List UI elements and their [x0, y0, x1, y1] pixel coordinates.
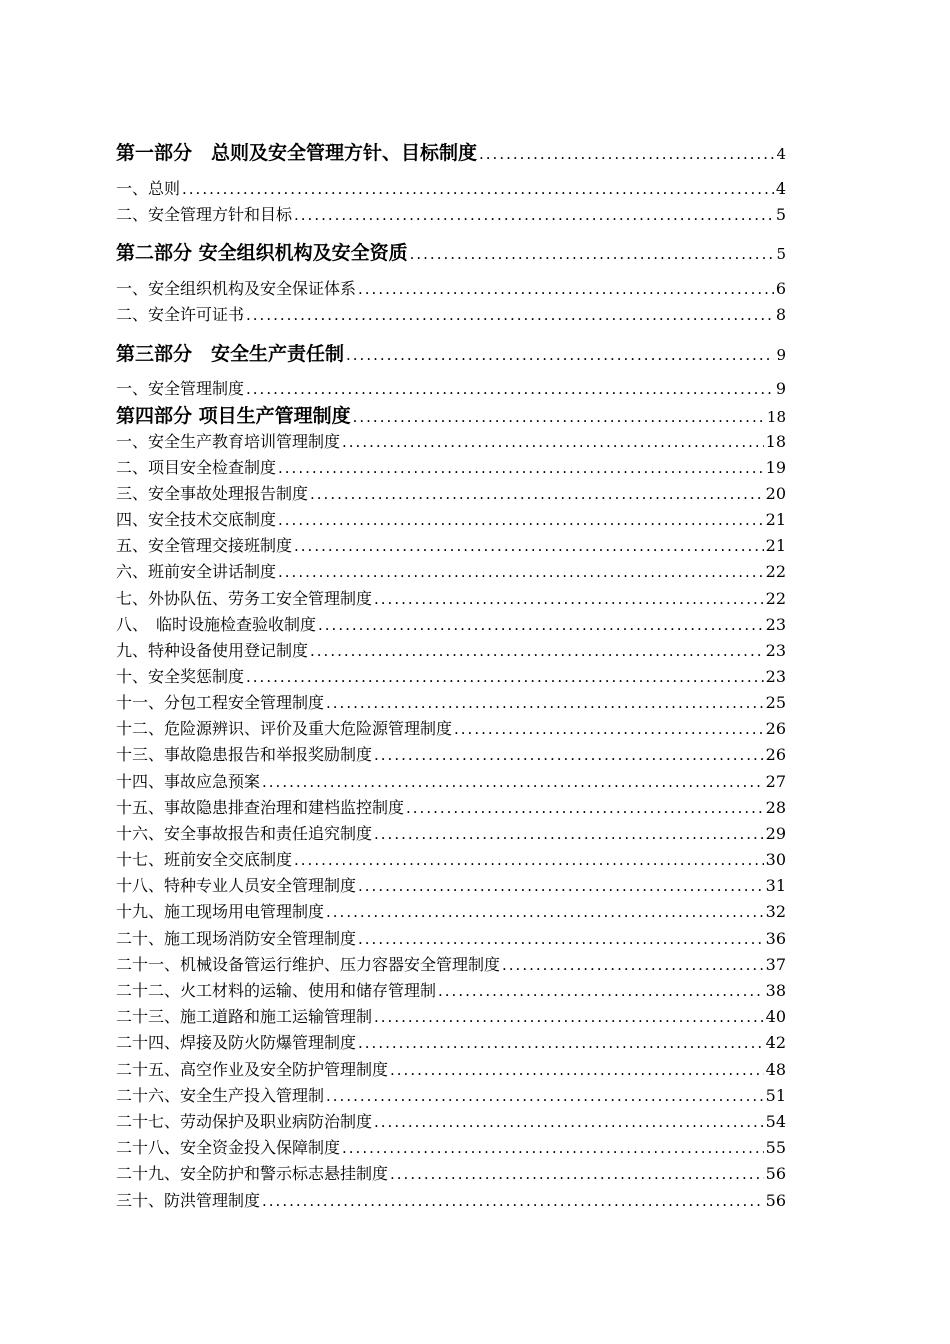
toc-page-number: 25: [765, 693, 786, 712]
toc-page-number: 4: [776, 145, 786, 163]
toc-entry-title: 二十六、安全生产投入管理制: [116, 1086, 325, 1105]
toc-leader-dots: [374, 746, 764, 764]
toc-leader-dots: [278, 511, 764, 529]
toc-page-number: 6: [775, 279, 786, 298]
toc-page-number: 20: [765, 484, 786, 503]
toc-entry[interactable]: [116, 1004, 786, 1026]
toc-entry[interactable]: [116, 302, 786, 324]
toc-part-heading[interactable]: [116, 138, 786, 164]
toc-leader-dots: [410, 245, 775, 263]
toc-leader-dots: [326, 694, 764, 712]
toc-entry[interactable]: [116, 978, 786, 1000]
toc-page-number: 9: [776, 346, 786, 364]
toc-leader-dots: [326, 1087, 764, 1105]
toc-part-heading[interactable]: [116, 401, 786, 427]
toc-page-number: 23: [765, 615, 786, 634]
toc-page-number: 29: [765, 824, 786, 843]
toc-entry[interactable]: [116, 455, 786, 477]
toc-entry-title: 三、安全事故处理报告制度: [116, 484, 309, 503]
toc-entry-title: 十九、施工现场用电管理制度: [116, 902, 325, 921]
toc-entry-title: 六、班前安全讲话制度: [116, 562, 277, 581]
toc-page-number: 56: [765, 1164, 786, 1183]
toc-entry[interactable]: [116, 1135, 786, 1157]
toc-page-number: 28: [765, 798, 786, 817]
toc-leader-dots: [262, 1192, 764, 1210]
toc-entry-title: 十三、事故隐患报告和举报奖励制度: [116, 745, 373, 764]
toc-page-number: 26: [765, 719, 786, 738]
toc-leader-dots: [502, 956, 764, 974]
toc-leader-dots: [374, 1113, 764, 1131]
toc-entry[interactable]: [116, 1161, 786, 1183]
toc-page-number: 5: [775, 205, 786, 224]
toc-leader-dots: [246, 668, 764, 686]
toc-leader-dots: [374, 1008, 764, 1026]
toc-leader-dots: [390, 1165, 764, 1183]
toc-entry-title: 十四、事故应急预案: [116, 772, 261, 791]
toc-part-heading[interactable]: [116, 238, 786, 264]
toc-entry[interactable]: [116, 742, 786, 764]
toc-page-number: 22: [765, 562, 786, 581]
toc-entry-title: 一、总则: [116, 179, 181, 198]
toc-leader-dots: [342, 1139, 764, 1157]
toc-page-number: 37: [765, 955, 786, 974]
toc-entry-title: 二十九、安全防护和警示标志悬挂制度: [116, 1164, 389, 1183]
toc-entry[interactable]: [116, 586, 786, 608]
toc-entry-title: 二、项目安全检查制度: [116, 458, 277, 477]
toc-entry[interactable]: [116, 507, 786, 529]
toc-page-number: 23: [765, 641, 786, 660]
toc-entry[interactable]: [116, 716, 786, 738]
toc-entry-title: 五、安全管理交接班制度: [116, 536, 293, 555]
toc-leader-dots: [318, 616, 764, 634]
toc-leader-dots: [479, 145, 774, 163]
toc-leader-dots: [374, 825, 764, 843]
toc-entry[interactable]: [116, 847, 786, 869]
toc-entry-title: 二十一、机械设备管运行维护、压力容器安全管理制度: [116, 955, 501, 974]
toc-page-number: 18: [766, 408, 786, 426]
toc-leader-dots: [182, 180, 774, 198]
toc-entry-title: 九、特种设备使用登记制度: [116, 641, 309, 660]
toc-entry-title: 十二、危险源辨识、评价及重大危险源管理制度: [116, 719, 453, 738]
toc-page-number: 36: [765, 929, 786, 948]
toc-leader-dots: [353, 408, 765, 426]
toc-page-number: 55: [765, 1138, 786, 1157]
toc-entry-title: 第三部分 安全生产责任制: [116, 343, 345, 365]
toc-entry-title: 十五、事故隐患排查治理和建档监控制度: [116, 798, 405, 817]
toc-page-number: 32: [765, 902, 786, 921]
toc-page-number: 51: [765, 1086, 786, 1105]
toc-entry[interactable]: [116, 533, 786, 555]
toc-leader-dots: [342, 433, 764, 451]
toc-entry-title: 第二部分 安全组织机构及安全资质: [116, 242, 408, 264]
toc-leader-dots: [326, 903, 764, 921]
toc-page-number: 23: [765, 667, 786, 686]
toc-entry[interactable]: [116, 1083, 786, 1105]
toc-leader-dots: [246, 380, 774, 398]
toc-entry-title: 第四部分 项目生产管理制度: [116, 405, 351, 427]
toc-leader-dots: [390, 1061, 764, 1079]
toc-page-number: 30: [765, 850, 786, 869]
toc-entry-title: 二、安全管理方针和目标: [116, 205, 293, 224]
toc-entry-title: 二十五、高空作业及安全防护管理制度: [116, 1060, 389, 1079]
toc-leader-dots: [358, 877, 764, 895]
toc-entry[interactable]: [116, 276, 786, 298]
toc-leader-dots: [294, 851, 764, 869]
toc-entry[interactable]: [116, 795, 786, 817]
toc-entry[interactable]: [116, 1188, 786, 1210]
toc-entry[interactable]: [116, 664, 786, 686]
toc-page-number: 8: [775, 305, 786, 324]
toc-entry-title: 八、 临时设施检查验收制度: [116, 615, 317, 634]
toc-page-number: 38: [765, 981, 786, 1000]
toc-leader-dots: [374, 590, 764, 608]
toc-leader-dots: [438, 982, 764, 1000]
toc-leader-dots: [358, 280, 774, 298]
toc-page-number: 5: [776, 245, 786, 263]
toc-leader-dots: [278, 459, 764, 477]
toc-page-number: 27: [765, 772, 786, 791]
toc-part-heading[interactable]: [116, 339, 786, 365]
toc-entry[interactable]: [116, 1057, 786, 1079]
toc-page-number: 19: [765, 458, 786, 477]
toc-entry-title: 二十七、劳动保护及职业病防治制度: [116, 1112, 373, 1131]
toc-entry[interactable]: [116, 176, 786, 198]
toc-entry-title: 一、安全管理制度: [116, 379, 245, 398]
toc-leader-dots: [358, 930, 764, 948]
toc-entry-title: 十七、班前安全交底制度: [116, 850, 293, 869]
toc-page-number: 56: [765, 1191, 786, 1210]
toc-entry[interactable]: [116, 638, 786, 660]
toc-entry-title: 二十四、焊接及防火防爆管理制度: [116, 1033, 357, 1052]
toc-leader-dots: [358, 1034, 764, 1052]
toc-entry-title: 二十八、安全资金投入保障制度: [116, 1138, 341, 1157]
toc-entry-title: 二十三、施工道路和施工运输管理制: [116, 1007, 373, 1026]
toc-entry[interactable]: [116, 690, 786, 712]
toc-leader-dots: [278, 563, 764, 581]
toc-entry[interactable]: [116, 202, 786, 224]
toc-entry-title: 三十、防洪管理制度: [116, 1191, 261, 1210]
toc-page-number: 21: [765, 536, 786, 555]
toc-page-number: 31: [765, 876, 786, 895]
toc-leader-dots: [406, 799, 764, 817]
toc-entry[interactable]: [116, 1109, 786, 1131]
toc-entry-title: 十一、分包工程安全管理制度: [116, 693, 325, 712]
toc-leader-dots: [310, 485, 764, 503]
toc-leader-dots: [262, 773, 764, 791]
toc-entry-title: 四、安全技术交底制度: [116, 510, 277, 529]
toc-entry-title: 一、安全生产教育培训管理制度: [116, 432, 341, 451]
toc-entry[interactable]: [116, 376, 786, 398]
toc-page-number: 40: [765, 1007, 786, 1026]
toc-page-number: 4: [775, 179, 786, 198]
toc-page-number: 54: [765, 1112, 786, 1131]
toc-entry-title: 七、外协队伍、劳务工安全管理制度: [116, 589, 373, 608]
toc-entry-title: 一、安全组织机构及安全保证体系: [116, 279, 357, 298]
toc-page-number: 48: [765, 1060, 786, 1079]
toc-leader-dots: [294, 206, 774, 224]
toc-entry-title: 二十二、火工材料的运输、使用和储存管理制: [116, 981, 437, 1000]
toc-page-number: 42: [765, 1033, 786, 1052]
toc-entry[interactable]: [116, 873, 786, 895]
toc-entry-title: 二、安全许可证书: [116, 305, 245, 324]
toc-leader-dots: [346, 346, 774, 364]
toc-page-number: 26: [765, 745, 786, 764]
toc-leader-dots: [454, 720, 764, 738]
toc-leader-dots: [310, 642, 764, 660]
toc-page-number: 21: [765, 510, 786, 529]
toc-entry[interactable]: [116, 769, 786, 791]
toc-page-number: 9: [775, 379, 786, 398]
toc-entry[interactable]: [116, 612, 786, 634]
toc-page-number: 18: [765, 432, 786, 451]
toc-entry[interactable]: [116, 821, 786, 843]
toc-entry-title: 十、安全奖惩制度: [116, 667, 245, 686]
toc-leader-dots: [246, 306, 774, 324]
toc-entry-title: 十八、特种专业人员安全管理制度: [116, 876, 357, 895]
toc-entry-title: 二十、施工现场消防安全管理制度: [116, 929, 357, 948]
toc-entry[interactable]: [116, 429, 786, 451]
toc-entry-title: 十六、安全事故报告和责任追究制度: [116, 824, 373, 843]
toc-entry[interactable]: [116, 1030, 786, 1052]
toc-entry[interactable]: [116, 952, 786, 974]
toc-entry[interactable]: [116, 481, 786, 503]
toc-leader-dots: [294, 537, 764, 555]
toc-entry-title: 第一部分 总则及安全管理方针、目标制度: [116, 142, 478, 164]
toc-entry[interactable]: [116, 559, 786, 581]
toc-entry[interactable]: [116, 926, 786, 948]
toc-page-number: 22: [765, 589, 786, 608]
toc-entry[interactable]: [116, 899, 786, 921]
